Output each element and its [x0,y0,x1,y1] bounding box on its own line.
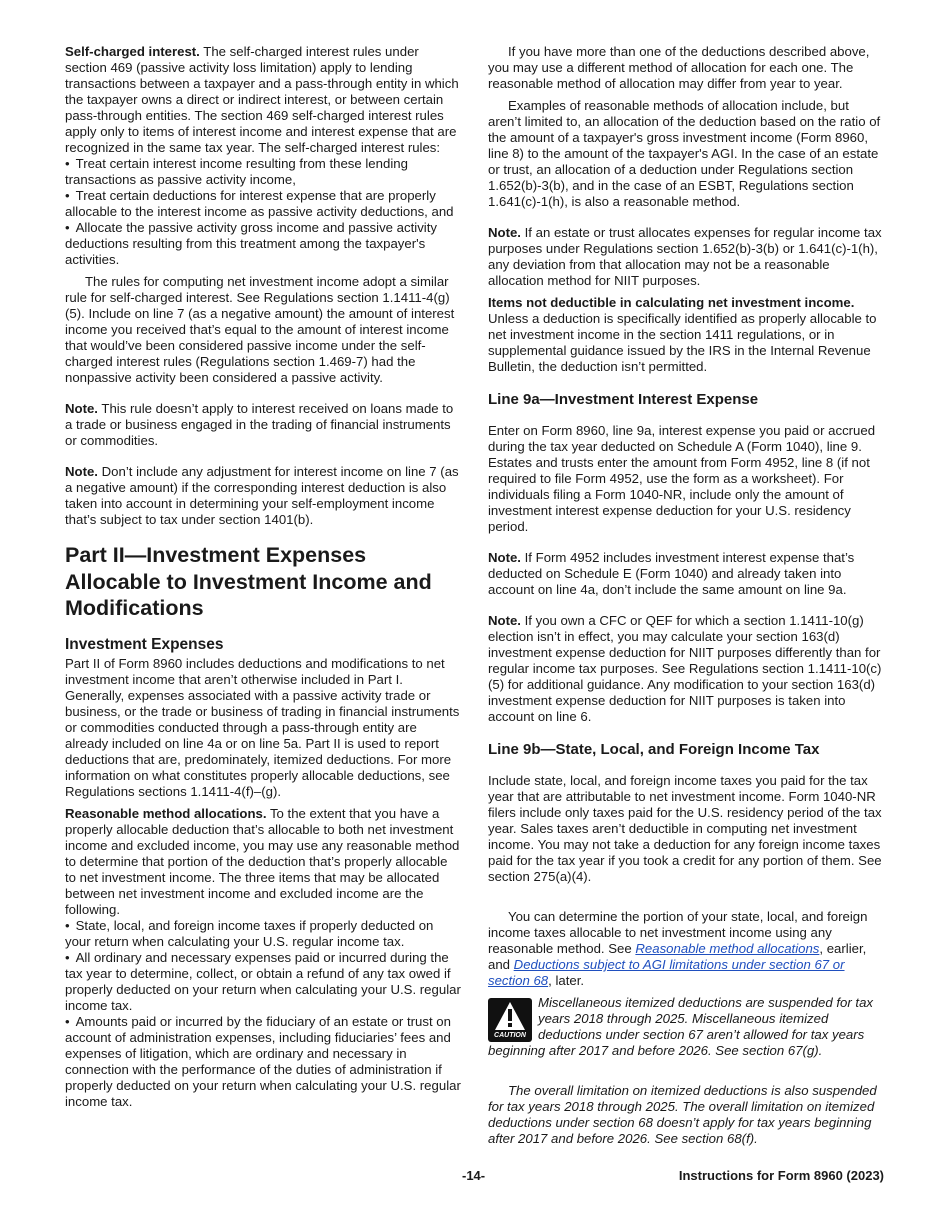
caution-icon [488,998,532,1042]
paragraph-lead: Items not deductible in calculating net investment income. [488,295,855,310]
section-heading [488,391,884,409]
paragraph [488,98,884,210]
paragraph-text: Part II of Form 8960 includes deductions and modifications to net investment income that aren’t otherwise included in Part I. Generally, expenses associated with a passive activity trade or business, or the trade or business of trading in financial instruments or commodities conducted through a pass-through entity are already included on line 4a or on line 5a. Part II is used to report deductions that are, predominately, itemized deductions. For more information on what constitutes properly allocable deductions, see Regulations sections 1.1411-4(f)–(g). [65,655,460,799]
heading-text: Line 9a—Investment Interest Expense [488,391,759,408]
paragraph [488,773,884,885]
paragraph-text: To the extent that you have a properly allocable deduction that’s allocable to both net investment income and excluded income, you may use any reasonable method to determine that portion of the deduction that’s properly allocable to net investment income. The three items that may be allocated between net investment income and excluded income are the following. [65,805,460,917]
paragraph-text: Include state, local, and foreign income taxes you paid for the tax year that are attributable to net investment income. Form 1040-NR filers include only taxes paid for the U.S. residency period of the tax year. Sales taxes aren’t deductible in computing net investment income. You may not take a deduction for any foreign income taxes paid for the tax year if you took a credit for any portion of them. See section 275(a)(4). [488,773,882,884]
paragraph-text: The self-charged interest rules under section 469 (passive activity loss limitation) apply to lending transactions between a taxpayer and a pass-through entity in which the taxpayer owns a direct or indirect interest, or between certain pass-through entities. The section 469 self-charged interest rules apply only to items of interest income and interest expense that are recognized in the same tax year. The self-charged interest rules: [65,44,459,155]
paragraph-lead: Note. [488,225,521,240]
page-number: -14- [462,1168,486,1183]
caution-label: CAUTION [494,1032,526,1039]
bullet-item [65,220,461,268]
section-heading [65,542,461,622]
paragraph-lead: Note. [488,550,521,565]
reasonable-method-allocations-link[interactable]: Reasonable method allocations [635,941,820,956]
caution-box [488,995,884,1059]
heading-text: Investment Expenses [65,635,224,653]
paragraph [488,44,884,92]
paragraph-text: Allocate the passive activity gross income and passive activity deductions resulting from this treatment among the taxpayer's activities. [65,220,437,267]
paragraph-text: If an estate or trust allocates expenses for regular income tax purposes under Regulations section 1.652(b)-3(b) or 1.641(c)-1(h), any deviation from that allocation may not be a reasonable allocation method for NIIT purposes. [488,225,882,288]
paragraph [488,613,884,725]
bullet-item [65,918,461,950]
bullet-item [65,156,461,188]
paragraph-text: All ordinary and necessary expenses paid or incurred during the tax year to determine, collect, or obtain a refund of any tax owed if properly deducted on your return when calculating your U.S. regular income tax. [65,949,461,1013]
heading-text: Line 9b—State, Local, and Foreign Income Tax [488,741,820,758]
paragraph [488,423,884,535]
paragraph [488,295,884,375]
paragraph-text: If Form 4952 includes investment interest expense that’s deducted on Schedule E (Form 1040) and already taken into account on line 4a, don’t include the same amount on line 9a. [488,550,855,597]
paragraph-text: Treat certain deductions for interest expense that are properly allocable to the interest income as passive activity deductions, and [65,188,454,219]
paragraph [488,550,884,598]
text: , later. [548,973,585,988]
heading-text: Part II—Investment Expenses Allocable to Investment Income and Modifications [65,543,432,620]
paragraph-text: Treat certain interest income resulting from these lending transactions as passive activity income, [65,156,408,187]
paragraph [65,274,461,386]
paragraph-text: The rules for computing net investment income adopt a similar rule for self-charged interest. See Regulations section 1.1411-4(g)(5). Include on line 7 (as a negative amount) the amount of interest income you received that’s equal to the amount of interest income that would’ve been considered passive income under the self-charged interest rules (Regulations section 1.469-7) had the nonpassive activity been considered a passive activity. [65,274,455,385]
paragraph-lead: Reasonable method allocations. [65,805,267,821]
text: , earlier, and [488,941,867,972]
left-column [65,44,461,1110]
paragraph-text: State, local, and foreign income taxes if properly deducted on your return when calculating your U.S. regular income tax. [65,917,434,949]
allocation-paragraph [488,909,884,989]
right-blocks [488,44,884,885]
bullet-item [65,1014,461,1110]
section-heading [488,741,884,759]
paragraph-text: Don’t include any adjustment for interest income on line 7 (as a negative amount) if the corresponding interest deduction is also taken into account in determining your self-employment income that’s subject to tax under section 1401(b). [65,464,459,527]
paragraph [65,806,461,918]
section-heading [65,636,461,654]
paragraph-text: This rule doesn’t apply to interest received on loans made to a trade or business engaged in the trading of financial instruments or commodities. [65,401,454,448]
paragraph-text: Amounts paid or incurred by the fiduciary of an estate or trust on account of administration expenses, including fiduciaries’ fees and expenses of litigation, which are ordinary and necessary in connection with the performance of the duties of administration if properly deducted on your return when calculating your U.S. regular income tax. [65,1013,461,1109]
paragraph-text: Examples of reasonable methods of allocation include, but aren’t limited to, an allocation of the deduction based on the ratio of the amount of a taxpayer's gross investment income (Form 8960, line 8) to the amount of the taxpayer's AGI. In the case of an estate or trust, an allocation of a deduction under Regulations section 1.652(b)-3(b), and in the case of an ESBT, Regulations section 1.641(c)-1(h), is also a reasonable method. [488,98,881,209]
right-column [488,44,884,1147]
paragraph-text: If you have more than one of the deductions described above, you may use a different method of allocation for each one. The reasonable method of allocation may differ from year to year. [488,44,870,91]
paragraph [488,225,884,289]
text: You can determine the portion of your state, local, and foreign income taxes allocable to net investment income using any reasonable method. See [488,909,868,956]
bullet-item [65,950,461,1014]
paragraph-text: Enter on Form 8960, line 9a, interest expense you paid or accrued during the tax year deducted on Schedule A (Form 1040), line 9. Estates and trusts enter the amount from Form 4952, line 8 (if not required to file Form 4952, use the form as a worksheet). For individuals filing a Form 1040-NR, include only the amount of investment interest expense deduction for your U.S. residency period. [488,423,876,534]
overall-limitation-paragraph: The overall limitation on itemized deductions is also suspended for tax years 2018 through 2025. The overall limitation on itemized deductions under section 68 doesn’t apply for tax years beginning after 2017 and before 2026. See section 68(f). [488,1083,877,1146]
agi-limitations-link[interactable]: Deductions subject to AGI limitations under section 67 or section 68 [488,957,845,988]
paragraph-text: If you own a CFC or QEF for which a section 1.1411-10(g) election isn’t in effect, you may calculate your section 163(d) investment expense deduction for NIIT purposes differently than for regular income tax purposes. See Regulations section 1.1411-10(c)(5) for additional guidance. Any modification to your section 163(d) investment expense deduction for NIIT purposes is taken into account on line 6. [488,613,882,724]
paragraph [65,656,461,800]
paragraph-lead: Note. [488,613,521,628]
paragraph-lead: Self-charged interest. [65,44,200,59]
form-title: Instructions for Form 8960 (2023) [678,1168,884,1183]
paragraph [65,44,461,156]
paragraph [65,464,461,528]
bullet-item [65,188,461,220]
paragraph-lead: Note. [65,401,98,416]
caution-text: Miscellaneous itemized deductions are suspended for tax years 2018 through 2025. Miscellaneous itemized deductions under section 67 aren’t allowed for tax years beginning after 2017 and before 2026. See section 67(g). [488,995,874,1058]
paragraph-text: Unless a deduction is specifically identified as properly allocable to net investment income in the section 1411 regulations, or in supplemental guidance issued by the IRS in the Internal Revenue Bulletin, the deduction isn’t permitted. [488,311,877,374]
paragraph-lead: Note. [65,464,98,479]
paragraph [65,401,461,449]
